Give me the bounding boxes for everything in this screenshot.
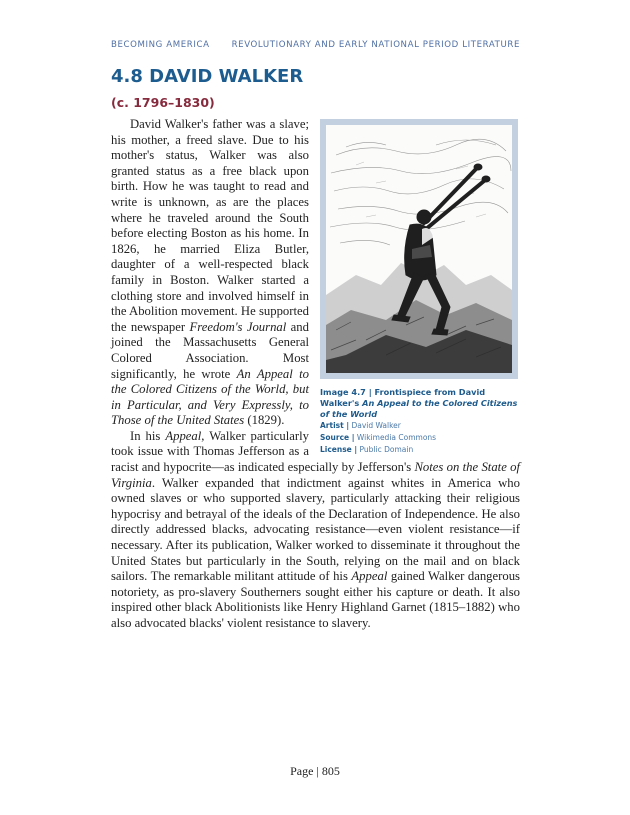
section-title: 4.8 DAVID WALKER	[111, 66, 304, 87]
appeal-full-title: An Appeal to the Colored Citizens of the World, but in Particular, and Very Expressly, to Those of the United States	[111, 366, 310, 428]
appeal-title-2: Appeal	[351, 569, 388, 584]
paragraph-2: In his Appeal, Walker particularly took issue with Thomas Jefferson as a racist and hypocrite—as indicated especially by Jefferson's Notes on the State of Virginia. Walker expanded that indictment against whites in America who owned slaves or who supported slavery, particularly attacking their religious hypocrisy and betrayal of the ideals of the Declaration of Independence. He also directly addressed blacks, advocating resistance—even violent resistance—if necessary. After its publication, Walker worked to disseminate it throughout the United States but particularly in the South, relying on the mail and on black sailors. The remarkable militant attitude of his Appeal gained Walker dangerous notoriety, as pro-slavery Southerners sought either his capture or death. It also inspired other black Abolitionists like Henry Highland Garnet (1815–1882) who also advocated blacks' violent resistance to slavery.	[111, 428, 520, 630]
artist-value: David Walker	[351, 421, 401, 430]
header-book-title: BECOMING AMERICA	[111, 40, 210, 50]
notes-title: Notes on the State of Virginia	[111, 460, 520, 490]
artist-label: Artist |	[320, 421, 350, 430]
appeal-title: Appeal	[165, 428, 202, 443]
source-label: Source |	[320, 433, 355, 442]
caption-source	[320, 432, 520, 444]
page-number: Page | 805	[290, 764, 340, 778]
figure-frame	[320, 119, 518, 379]
caption-license	[320, 444, 520, 456]
author-dates: (c. 1796–1830)	[111, 95, 215, 110]
caption-artist	[320, 420, 520, 432]
article-body	[111, 117, 520, 632]
figure-caption	[320, 387, 520, 456]
figure	[320, 119, 520, 456]
newspaper-title: Freedom's Journal	[189, 319, 287, 334]
license-value: Public Domain	[359, 445, 414, 454]
license-label: License |	[320, 445, 358, 454]
caption-title	[320, 387, 520, 420]
frontispiece-illustration	[326, 125, 512, 373]
header-section-title: REVOLUTIONARY AND EARLY NATIONAL PERIOD LITERATURE	[231, 40, 520, 50]
paragraph-1: David Walker's father was a slave; his mother, a freed slave. Due to his mother's status, Walker was also granted status as a free black upon birth. How he was taught to read and write is unknown, as are the places where he traveled around the South before electing Boston as his home. In 1826, he married Eliza Butler, daughter of a well-respected black family in Boston. Walker started a clothing store and involved himself in the Abolition movement. He supported the newspaper Freedom's Journal and joined the Massachusetts General Colored Association. Most significantly, he wrote An Appeal to the Colored Citizens of the World, but in Particular, and Very Expressly, to Those of the United States (1829).	[111, 117, 310, 428]
caption-work-title: An Appeal to the Colored Citizens of the World	[320, 398, 518, 419]
caption-prefix: Image 4.7 | Frontispiece from David Walker's	[320, 387, 486, 408]
source-value: Wikimedia Commons	[356, 433, 437, 442]
